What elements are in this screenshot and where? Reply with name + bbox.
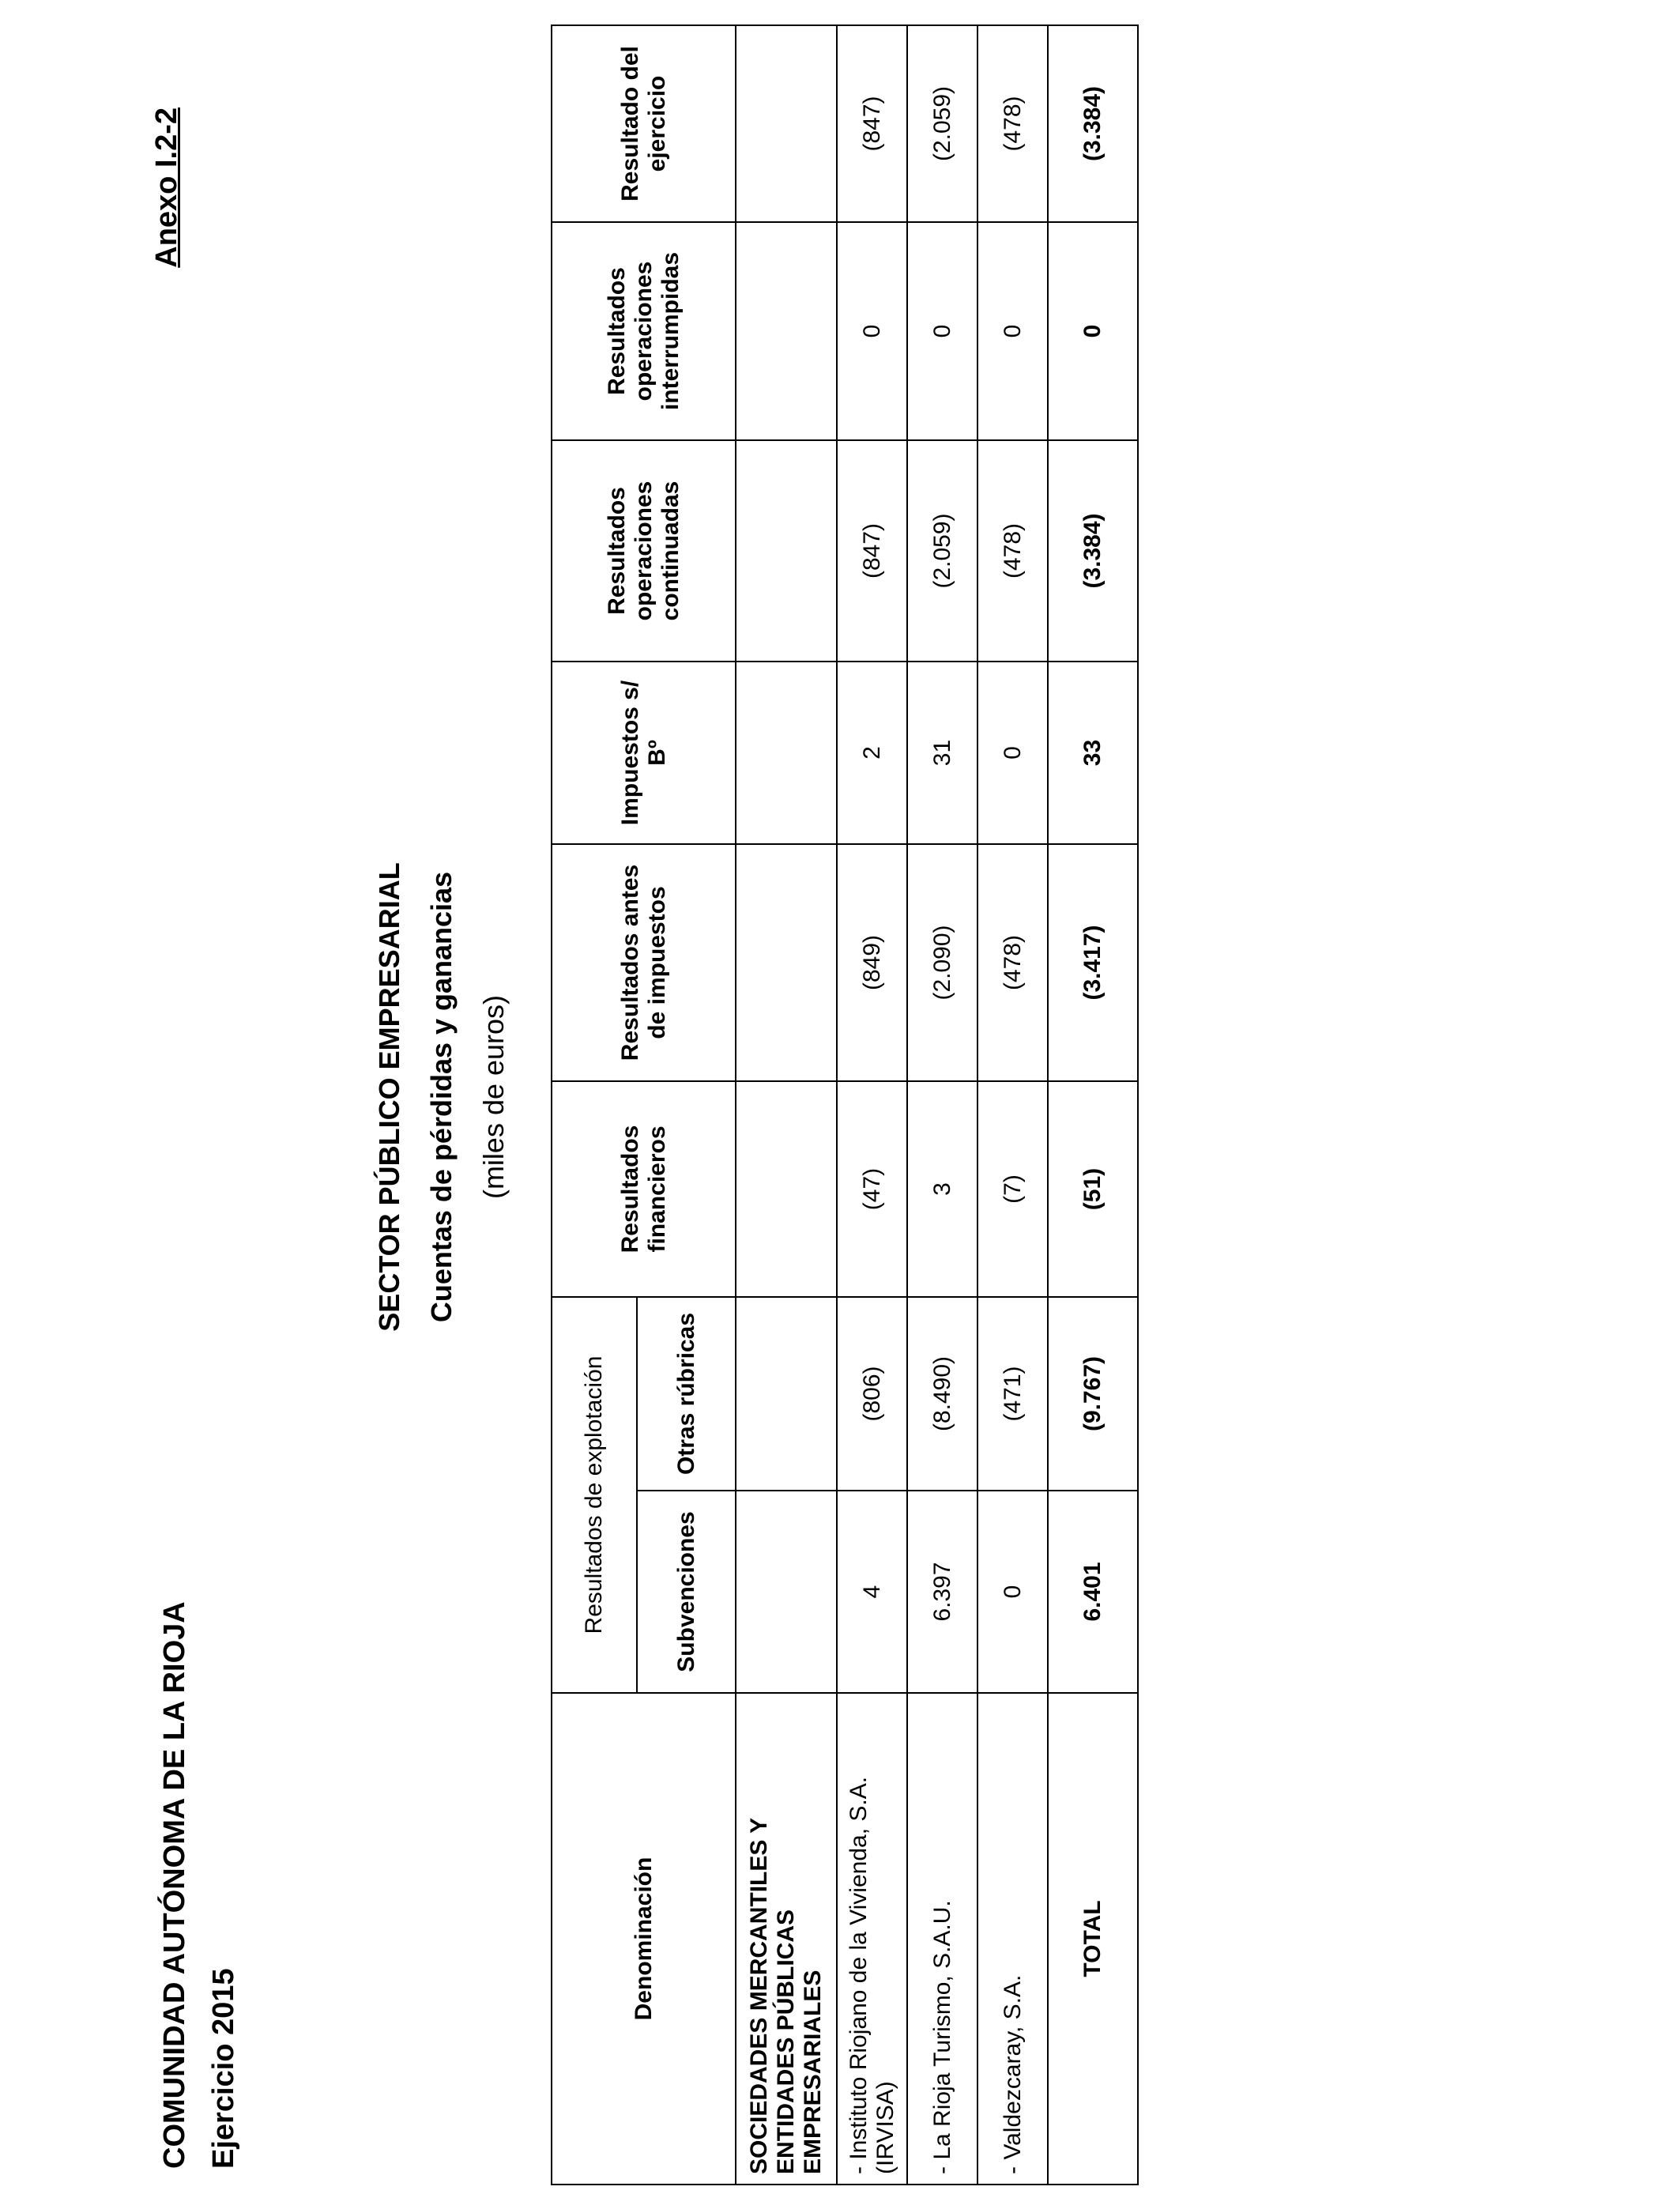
total-op-interrumpidas: 0 [1048,222,1138,440]
report-units: (miles de euros) [477,994,510,1200]
organization-title: COMUNIDAD AUTÓNOMA DE LA RIOJA [158,1601,191,2169]
cell-resultado: (478) [977,25,1048,222]
report-title: SECTOR PÚBLICO EMPRESARIAL [373,862,405,1332]
total-subvenciones: 6.401 [1048,1491,1138,1693]
cell-financieros: 3 [907,1081,977,1297]
cell-op-continuadas: (847) [837,440,907,662]
cell-otras: (471) [977,1297,1048,1491]
col-header-financieros: Resultados financieros [552,1081,736,1297]
total-otras: (9.767) [1048,1297,1138,1491]
col-header-denominacion: Denominación [552,1693,736,2185]
cell-impuestos: 0 [977,662,1048,844]
cell-financieros: (7) [977,1081,1048,1297]
cell-subvenciones: 6.397 [907,1491,977,1693]
cell-op-interrumpidas: 0 [907,222,977,440]
col-header-subvenciones: Subvenciones [637,1491,736,1693]
cell-impuestos: 31 [907,662,977,844]
cell-op-interrumpidas: 0 [837,222,907,440]
document-header [150,1601,248,2169]
cell-resultado: (847) [837,25,907,222]
section-row [736,25,837,2185]
col-header-op-interrumpidas: Resultados operaciones interrumpidas [552,222,736,440]
report-titles [363,0,520,2194]
cell-resultado: (2.059) [907,25,977,222]
cell-op-interrumpidas: 0 [977,222,1048,440]
total-op-continuadas: (3.384) [1048,440,1138,662]
table-row [907,25,977,2185]
col-header-op-continuadas: Resultados operaciones continuadas [552,440,736,662]
cell-otras: (8.490) [907,1297,977,1491]
col-header-explotacion-group: Resultados de explotación [552,1297,637,1693]
header-row-1 [552,25,637,2185]
cell-op-continuadas: (478) [977,440,1048,662]
cell-antes-impuestos: (849) [837,844,907,1081]
col-header-otras: Otras rúbricas [637,1297,736,1491]
annex-label: Anexo I.2-2 [150,107,183,268]
cell-impuestos: 2 [837,662,907,844]
table-row [837,25,907,2185]
cell-antes-impuestos: (478) [977,844,1048,1081]
total-antes-impuestos: (3.417) [1048,844,1138,1081]
total-impuestos: 33 [1048,662,1138,844]
table-row [977,25,1048,2185]
col-header-resultado: Resultado del ejercicio [552,25,736,222]
cell-op-continuadas: (2.059) [907,440,977,662]
total-label: TOTAL [1048,1693,1138,2185]
cell-financieros: (47) [837,1081,907,1297]
report-subtitle: Cuentas de pérdidas y ganancias [425,871,458,1323]
results-table [551,25,1139,2185]
row-name: - Instituto Riojano de la Vivienda, S.A. (IRVISA) [837,1693,907,2185]
section-label: SOCIEDADES MERCANTILES Y ENTIDADES PÚBLICAS EMPRESARIALES [736,1693,837,2185]
total-resultado: (3.384) [1048,25,1138,222]
total-row [1048,25,1138,2185]
row-name: - Valdezcaray, S.A. [977,1693,1048,2185]
cell-antes-impuestos: (2.090) [907,844,977,1081]
cell-otras: (806) [837,1297,907,1491]
row-name: - La Rioja Turismo, S.A.U. [907,1693,977,2185]
col-header-antes-impuestos: Resultados antes de impuestos [552,844,736,1081]
cell-subvenciones: 4 [837,1491,907,1693]
total-financieros: (51) [1048,1081,1138,1297]
fiscal-year: Ejercicio 2015 [207,1968,240,2169]
cell-subvenciones: 0 [977,1491,1048,1693]
col-header-impuestos: Impuestos s/ Bº [552,662,736,844]
